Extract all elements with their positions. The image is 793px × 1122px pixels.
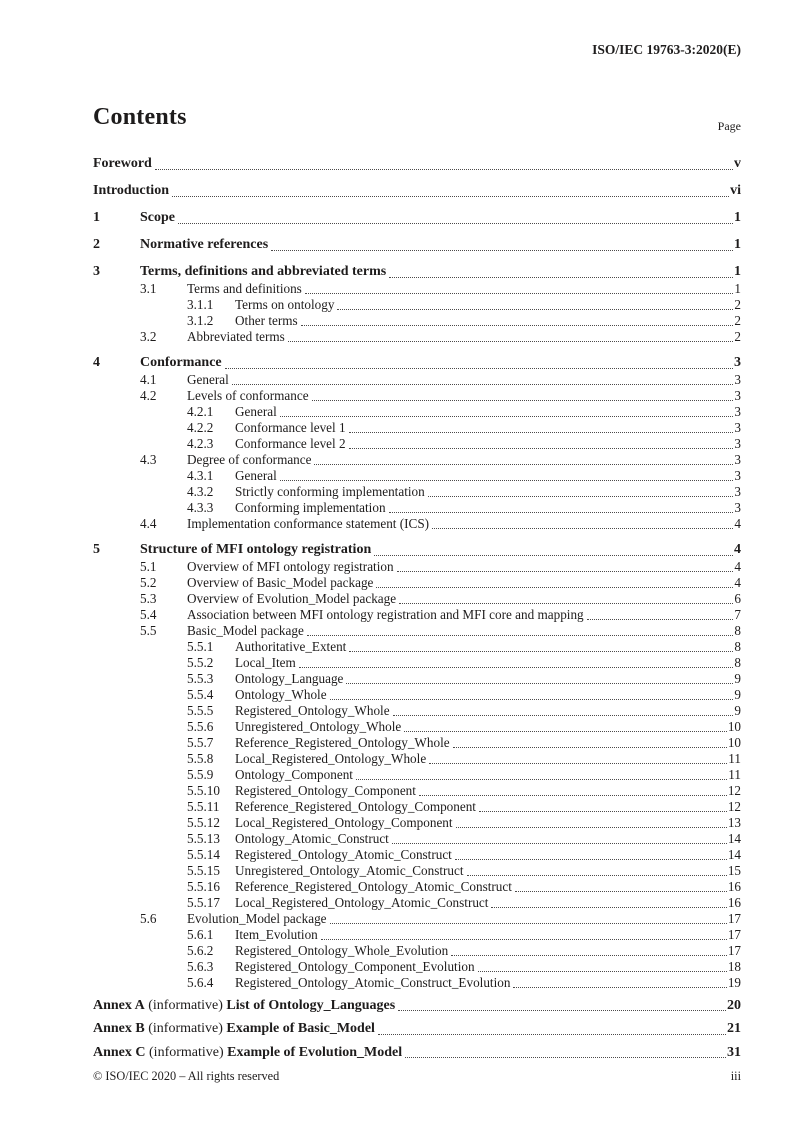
- toc-title: Reference_Registered_Ontology_Component: [235, 799, 476, 814]
- toc-entry: [93, 719, 741, 735]
- annex-name: Example of Basic_Model: [226, 1021, 375, 1036]
- toc-entry: [93, 623, 741, 639]
- toc-page: 13: [727, 815, 741, 830]
- toc-number: 4.3.1: [187, 468, 214, 483]
- page-number: iii: [730, 1069, 741, 1083]
- toc-leader: [451, 955, 727, 956]
- toc-title: [93, 997, 395, 1015]
- toc-entry: [93, 831, 741, 847]
- toc-number: 4.2: [140, 388, 157, 403]
- toc-number: 3.1.1: [187, 297, 214, 312]
- toc-leader: [405, 1057, 726, 1058]
- toc-entry: [93, 468, 741, 484]
- toc-leader: [587, 619, 734, 620]
- toc-title: Ontology_Atomic_Construct: [235, 831, 389, 846]
- toc-leader: [453, 747, 727, 748]
- toc-entry: [93, 500, 741, 516]
- toc-number: 5: [93, 541, 100, 557]
- toc-number: 5.5.17: [187, 895, 220, 910]
- toc-entry: [93, 388, 741, 404]
- toc-leader: [307, 635, 734, 636]
- toc-number: 5.6.3: [187, 959, 214, 974]
- toc-number: 4.2.2: [187, 420, 214, 435]
- toc-leader: [349, 448, 734, 449]
- toc-number: 4.2.3: [187, 436, 214, 451]
- toc-entry: [93, 559, 741, 575]
- toc-title: General: [235, 404, 277, 419]
- toc-title: Conformance level 1: [235, 420, 346, 435]
- toc-title: Degree of conformance: [187, 452, 312, 467]
- toc-leader: [399, 603, 733, 604]
- toc-leader: [467, 875, 727, 876]
- toc-leader: [280, 416, 734, 417]
- toc-page: 8: [734, 655, 741, 670]
- toc-title: Basic_Model package: [187, 623, 304, 638]
- toc-entry: [93, 671, 741, 687]
- toc-number: 5.6.1: [187, 927, 214, 942]
- toc-page: 4: [734, 516, 741, 531]
- annex-prefix: Annex B: [93, 1021, 145, 1036]
- toc-page: 4: [734, 575, 741, 590]
- toc-page: 14: [727, 831, 741, 846]
- toc-entry: [93, 404, 741, 420]
- toc-title: Ontology_Language: [235, 671, 344, 686]
- toc-number: 4.3.2: [187, 484, 214, 499]
- toc-title: Local_Registered_Ontology_Whole: [235, 751, 427, 766]
- toc-title: Overview of MFI ontology registration: [187, 559, 394, 574]
- toc-leader: [376, 587, 733, 588]
- toc-page: 19: [727, 975, 741, 990]
- toc-leader: [305, 293, 734, 294]
- annex-name: Example of Evolution_Model: [227, 1044, 403, 1060]
- toc-leader: [271, 250, 733, 251]
- toc-title: Conformance: [140, 354, 222, 370]
- toc-entry: [93, 943, 741, 959]
- toc-number: 3: [93, 263, 100, 279]
- toc-number: 5.6: [140, 911, 157, 926]
- toc-page: 11: [728, 767, 741, 782]
- toc-entry: [93, 879, 741, 895]
- toc-page: 3: [734, 452, 741, 467]
- toc-number: 5.1: [140, 559, 157, 574]
- toc-leader: [398, 1010, 726, 1011]
- toc-number: 5.4: [140, 607, 157, 622]
- toc-title: Reference_Registered_Ontology_Whole: [235, 735, 450, 750]
- toc-entry: [93, 591, 741, 607]
- toc-page: 10: [727, 719, 741, 734]
- toc-page: 3: [734, 372, 741, 387]
- toc-entry: [93, 532, 741, 559]
- toc-title: Registered_Ontology_Whole: [235, 703, 390, 718]
- toc-leader: [392, 843, 727, 844]
- toc-title: Local_Registered_Ontology_Component: [235, 815, 453, 830]
- toc-leader: [513, 987, 726, 988]
- toc-title: Overview of Basic_Model package: [187, 575, 374, 590]
- toc-page: 20: [727, 997, 741, 1013]
- toc-page: 1: [734, 263, 741, 279]
- toc-page: 1: [734, 209, 741, 225]
- toc-leader: [389, 512, 734, 513]
- toc-title: [93, 1044, 402, 1062]
- toc-leader: [515, 891, 727, 892]
- toc-number: 4.3: [140, 452, 157, 467]
- toc-entry: [93, 1038, 741, 1062]
- toc-entry: [93, 655, 741, 671]
- toc-title: General: [235, 468, 277, 483]
- toc-entry: [93, 639, 741, 655]
- toc-number: 5.6.4: [187, 975, 214, 990]
- toc-entry: [93, 895, 741, 911]
- toc-number: 5.5.12: [187, 815, 220, 830]
- toc-page: 1: [734, 236, 741, 252]
- toc-entry: [93, 975, 741, 991]
- toc-entry: [93, 345, 741, 372]
- toc-number: 4.1: [140, 372, 157, 387]
- toc-page: 4: [734, 541, 741, 557]
- toc-title: General: [187, 372, 229, 387]
- toc-number: 5.5.6: [187, 719, 214, 734]
- toc-leader: [432, 528, 733, 529]
- toc-title: Strictly conforming implementation: [235, 484, 425, 499]
- annex-prefix: Annex A: [93, 997, 145, 1013]
- toc-page: 7: [734, 607, 741, 622]
- toc-list: [93, 146, 741, 1062]
- toc-page: 9: [734, 671, 741, 686]
- toc-entry: [93, 516, 741, 532]
- toc-title: Ontology_Whole: [235, 687, 327, 702]
- toc-entry: [93, 767, 741, 783]
- toc-number: 5.3: [140, 591, 157, 606]
- toc-title: Local_Registered_Ontology_Atomic_Construct: [235, 895, 489, 910]
- toc-number: 5.5.11: [187, 799, 220, 814]
- toc-leader: [428, 496, 734, 497]
- toc-page: 18: [727, 959, 741, 974]
- toc-leader: [337, 309, 733, 310]
- toc-leader: [374, 555, 733, 556]
- toc-page: 3: [734, 468, 741, 483]
- toc-page: 3: [734, 500, 741, 515]
- toc-leader: [393, 715, 734, 716]
- document-id: ISO/IEC 19763-3:2020(E): [592, 42, 741, 57]
- toc-number: 5.5.16: [187, 879, 220, 894]
- toc-entry: [93, 484, 741, 500]
- toc-leader: [491, 907, 726, 908]
- toc-page: 3: [734, 420, 741, 435]
- toc-title: Item_Evolution: [235, 927, 318, 942]
- toc-page: 21: [727, 1021, 741, 1036]
- toc-page: 9: [734, 687, 741, 702]
- toc-page: 12: [727, 783, 741, 798]
- toc-title: Terms and definitions: [187, 281, 302, 296]
- toc-number: 5.5.10: [187, 783, 220, 798]
- toc-page: 15: [727, 863, 741, 878]
- toc-title: Normative references: [140, 236, 269, 252]
- toc-entry: [93, 420, 741, 436]
- toc-page: 3: [734, 484, 741, 499]
- toc-page: 9: [734, 703, 741, 718]
- toc-entry: [93, 297, 741, 313]
- toc-page: 8: [734, 623, 741, 638]
- toc-leader: [155, 169, 733, 170]
- toc-number: 5.5.9: [187, 767, 214, 782]
- toc-title: Unregistered_Ontology_Whole: [235, 719, 402, 734]
- toc-title: Registered_Ontology_Whole_Evolution: [235, 943, 449, 958]
- toc-leader: [288, 341, 734, 342]
- toc-title: Ontology_Component: [235, 767, 353, 782]
- toc-title: Authoritative_Extent: [235, 639, 347, 654]
- toc-leader: [349, 432, 734, 433]
- toc-leader: [280, 480, 734, 481]
- toc-number: 3.1.2: [187, 313, 214, 328]
- toc-leader: [314, 464, 733, 465]
- toc-entry: [93, 1015, 741, 1039]
- toc-number: 5.2: [140, 575, 157, 590]
- toc-entry: [93, 372, 741, 388]
- toc-page: 10: [727, 735, 741, 750]
- toc-entry: [93, 959, 741, 975]
- toc-number: 3.1: [140, 281, 157, 296]
- annex-name: List of Ontology_Languages: [226, 997, 396, 1013]
- toc-page: 17: [727, 943, 741, 958]
- toc-leader: [429, 763, 727, 764]
- toc-number: 5.6.2: [187, 943, 214, 958]
- toc-title: Registered_Ontology_Component_Evolution: [235, 959, 475, 974]
- toc-title: Structure of MFI ontology registration: [140, 541, 372, 557]
- toc-page: 14: [727, 847, 741, 862]
- toc-page: 8: [734, 639, 741, 654]
- toc-entry: [93, 146, 741, 173]
- toc-page: 17: [727, 927, 741, 942]
- toc-number: 5.5.2: [187, 655, 214, 670]
- toc-entry: [93, 281, 741, 297]
- toc-title: Implementation conformance statement (ICS): [187, 516, 430, 531]
- toc-entry: [93, 329, 741, 345]
- toc-title: Registered_Ontology_Component: [235, 783, 416, 798]
- toc-leader: [349, 651, 733, 652]
- toc-title: Registered_Ontology_Atomic_Construct: [235, 847, 452, 862]
- toc-leader: [397, 571, 734, 572]
- toc-entry: [93, 911, 741, 927]
- toc-title: Conforming implementation: [235, 500, 386, 515]
- toc-title: Terms on ontology: [235, 297, 335, 312]
- toc-leader: [404, 731, 727, 732]
- toc-leader: [479, 811, 727, 812]
- toc-leader: [455, 859, 727, 860]
- toc-number: 5.5.5: [187, 703, 214, 718]
- toc-entry: [93, 991, 741, 1015]
- toc-number: 5.5.4: [187, 687, 214, 702]
- toc-leader: [312, 400, 734, 401]
- toc-page: 3: [734, 436, 741, 451]
- toc-page: 3: [734, 388, 741, 403]
- toc-entry: [93, 173, 741, 200]
- toc-page: 2: [734, 329, 741, 344]
- toc-title: Abbreviated terms: [187, 329, 285, 344]
- toc-leader: [232, 384, 734, 385]
- toc-page: 3: [734, 404, 741, 419]
- toc-leader: [321, 939, 727, 940]
- toc-leader: [178, 223, 733, 224]
- toc-entry: [93, 575, 741, 591]
- toc-leader: [389, 277, 733, 278]
- toc-page: v: [734, 155, 741, 171]
- toc-page: 2: [734, 297, 741, 312]
- toc-title: Foreword: [93, 155, 152, 171]
- toc-leader: [378, 1034, 726, 1035]
- toc-leader: [225, 368, 733, 369]
- footer: [93, 1069, 741, 1084]
- toc-number: 2: [93, 236, 100, 252]
- toc-leader: [299, 667, 734, 668]
- toc-page: 31: [727, 1044, 741, 1060]
- toc-entry: [93, 863, 741, 879]
- toc-title: Conformance level 2: [235, 436, 346, 451]
- toc-page: 4: [734, 559, 741, 574]
- toc-leader: [456, 827, 727, 828]
- toc-number: 4.3.3: [187, 500, 214, 515]
- toc-leader: [330, 923, 727, 924]
- toc-page: 1: [734, 281, 741, 296]
- copyright-text: © ISO/IEC 2020 – All rights reserved: [93, 1069, 280, 1083]
- toc-leader: [172, 196, 729, 197]
- toc-number: 5.5.7: [187, 735, 214, 750]
- annex-qualifier: (informative): [144, 1021, 227, 1036]
- toc-title: Local_Item: [235, 655, 296, 670]
- page-column-label: Page: [717, 119, 741, 133]
- toc-title: Evolution_Model package: [187, 911, 327, 926]
- toc-entry: [93, 687, 741, 703]
- toc-entry: [93, 783, 741, 799]
- toc-entry: [93, 227, 741, 254]
- toc-page: 16: [727, 879, 741, 894]
- toc-entry: [93, 452, 741, 468]
- toc-entry: [93, 847, 741, 863]
- toc-title: Reference_Registered_Ontology_Atomic_Construct: [235, 879, 512, 894]
- toc-leader: [419, 795, 727, 796]
- page-title: Contents: [93, 104, 187, 130]
- toc-number: 1: [93, 209, 100, 225]
- toc-entry: [93, 200, 741, 227]
- toc-entry: [93, 735, 741, 751]
- toc-page: 11: [728, 751, 741, 766]
- toc-leader: [346, 683, 733, 684]
- toc-number: 5.5.14: [187, 847, 220, 862]
- toc-leader: [356, 779, 727, 780]
- toc-title: Levels of conformance: [187, 388, 309, 403]
- toc-page: 16: [727, 895, 741, 910]
- toc-page: vi: [730, 182, 741, 198]
- toc-title: [93, 1020, 375, 1038]
- toc-entry: [93, 815, 741, 831]
- toc-title: Scope: [140, 209, 175, 225]
- toc-entry: [93, 254, 741, 281]
- toc-number: 5.5: [140, 623, 157, 638]
- toc-number: 5.5.13: [187, 831, 220, 846]
- toc-number: 4: [93, 354, 100, 370]
- toc-title: Registered_Ontology_Atomic_Construct_Evolution: [235, 975, 511, 990]
- toc-leader: [330, 699, 734, 700]
- toc-number: 5.5.1: [187, 639, 214, 654]
- toc-title: Unregistered_Ontology_Atomic_Construct: [235, 863, 464, 878]
- annex-qualifier: (informative): [145, 1044, 228, 1060]
- toc-number: 5.5.3: [187, 671, 214, 686]
- toc-number: 4.2.1: [187, 404, 214, 419]
- annex-prefix: Annex C: [93, 1044, 146, 1060]
- toc-leader: [301, 325, 734, 326]
- toc-title: Overview of Evolution_Model package: [187, 591, 397, 606]
- toc-number: 5.5.15: [187, 863, 220, 878]
- toc-entry: [93, 751, 741, 767]
- toc-page: 12: [727, 799, 741, 814]
- toc-entry: [93, 607, 741, 623]
- toc-title: Other terms: [235, 313, 298, 328]
- toc-entry: [93, 313, 741, 329]
- toc-entry: [93, 927, 741, 943]
- toc-number: 3.2: [140, 329, 157, 344]
- toc-page: 6: [734, 591, 741, 606]
- toc-title: Introduction: [93, 182, 169, 198]
- toc-entry: [93, 703, 741, 719]
- toc-entry: [93, 799, 741, 815]
- toc-page: 2: [734, 313, 741, 328]
- toc-number: 4.4: [140, 516, 157, 531]
- toc-page: 17: [727, 911, 741, 926]
- toc-title: Terms, definitions and abbreviated terms: [140, 263, 387, 279]
- toc-page: 3: [734, 354, 741, 370]
- toc-entry: [93, 436, 741, 452]
- annex-qualifier: (informative): [144, 997, 227, 1013]
- toc-number: 5.5.8: [187, 751, 214, 766]
- toc-title: Association between MFI ontology registration and MFI core and mapping: [187, 607, 584, 622]
- toc-leader: [478, 971, 727, 972]
